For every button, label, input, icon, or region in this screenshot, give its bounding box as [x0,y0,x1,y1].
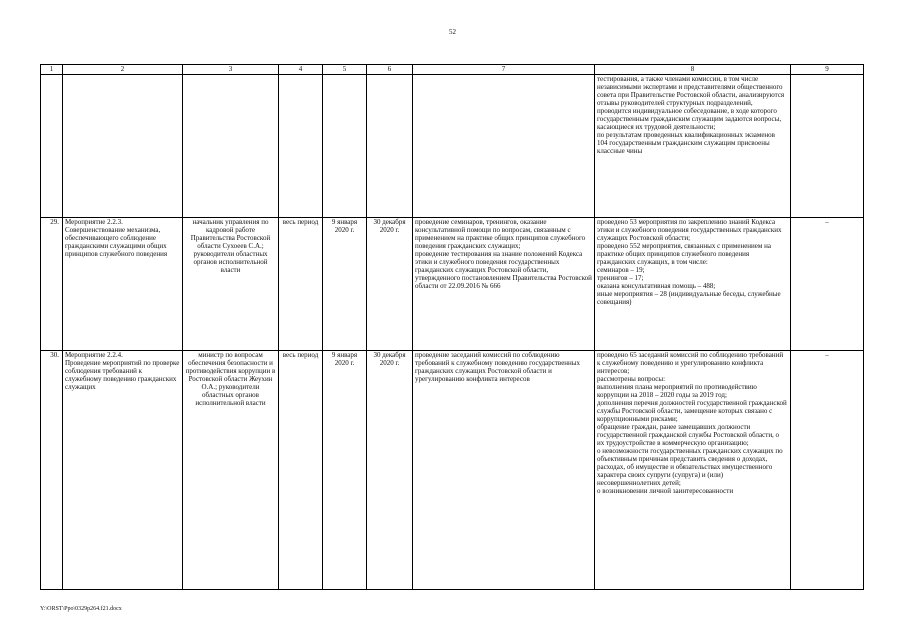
end-date: 30 декабря 2020 г. [367,218,413,351]
note [791,75,864,218]
column-header: 2 [63,65,183,75]
column-header: 9 [791,65,864,75]
end-date: 30 декабря 2020 г. [367,351,413,590]
column-header: 4 [279,65,323,75]
table-row [41,351,864,590]
table-row [41,75,864,218]
row-number: 30. [41,351,63,590]
planned-result: проведение семинаров, тренингов, оказание консультативной помощи по вопросам, связанным с применением на практике общих принципов служебного поведения гражданских служащих; проведение тестирования на знание положений Кодекса этики и служебного поведения государственных гражданских служащих Ростовской области, утвержденного постановлением Правительства Ростовской области от 22.09.2016 № 666 [413,218,595,351]
column-header: 6 [367,65,413,75]
header-row [41,65,864,75]
column-header: 1 [41,65,63,75]
period: весь период [279,351,323,590]
period [279,75,323,218]
planned-result [413,75,595,218]
period: весь период [279,218,323,351]
start-date [323,75,367,218]
responsible: начальник управления по кадровой работе Правительства Ростовской области Сухоеев С.А.; руководители областных органов исполнительной власти [183,218,279,351]
note: – [791,351,864,590]
column-header: 7 [413,65,595,75]
row-number [41,75,63,218]
row-number: 29. [41,218,63,351]
file-path-footer: Y:\ORST\Ppo\0329p264.f21.docx [40,606,122,612]
planned-result: проведение заседаний комиссий по соблюдению требований к служебному поведению государственных гражданских служащих Ростовской области и урегулированию конфликта интересов [413,351,595,590]
column-header: 3 [183,65,279,75]
note: – [791,218,864,351]
actual-result: проведено 53 мероприятия по закреплению знаний Кодекса этики и служебного поведения государственных гражданских служащих Ростовской области; проведено 552 мероприятия, связанных с применением на практике общих принципов служебного поведения гражданских служащих, в том числе: семинаров – 19; тренингов – 17; оказана консультативная помощь – 488; иные мероприятия – 28 (индивидуальные беседы, служебные совещания) [595,218,791,351]
column-header: 5 [323,65,367,75]
page-number: 52 [449,28,456,36]
start-date: 9 января 2020 г. [323,351,367,590]
actual-result: тестирования, а также членами комиссии, в том числе независимыми экспертами и представителями общественного совета при Правительстве Ростовской области, анализируются отзывы руководителей структурных подразделений, проводится индивидуальное собеседование, в ходе которого государственным гражданским служащим задаются вопросы, касающиеся их трудовой деятельности; по результатам проведенных квалификационных экзаменов 104 государственным гражданским служащим присвоены классные чины [595,75,791,218]
measure-name: Мероприятие 2.2.4. Проведение мероприятий по проверке соблюдения требований к служебному поведению гражданских служащих [63,351,183,590]
responsible: министр по вопросам обеспечения безопасности и противодействия коррупции в Ростовской области Жеухин О.А.; руководители областных органов исполнительной власти [183,351,279,590]
measure-name: Мероприятие 2.2.3. Совершенствование механизма, обеспечивающего соблюдение гражданскими служащими общих принципов служебного поведения [63,218,183,351]
actual-result: проведено 65 заседаний комиссий по соблюдению требований к служебному поведению и урегулированию конфликта интересов; рассмотрены вопросы: выполнения плана мероприятий по противодействию коррупции на 2018 – 2020 годы за 2019 год; дополнения перечня должностей государственной гражданской службы Ростовской области, замещение которых связано с коррупционными рисками; обращение граждан, ранее замещавших должности государственной гражданской службы Ростовской области, о их трудоустройстве в коммерческую организацию; о невозможности государственных гражданских служащих по объективным причинам представить сведения о доходах, расходах, об имуществе и обязательствах имущественного характера своих супруги (супруга) и (или) несовершеннолетних детей; о возникновении личной заинтересованности [595,351,791,590]
measures-table [40,64,864,590]
table-row [41,218,864,351]
measure-name [63,75,183,218]
column-header: 8 [595,65,791,75]
start-date: 9 января 2020 г. [323,218,367,351]
end-date [367,75,413,218]
responsible [183,75,279,218]
